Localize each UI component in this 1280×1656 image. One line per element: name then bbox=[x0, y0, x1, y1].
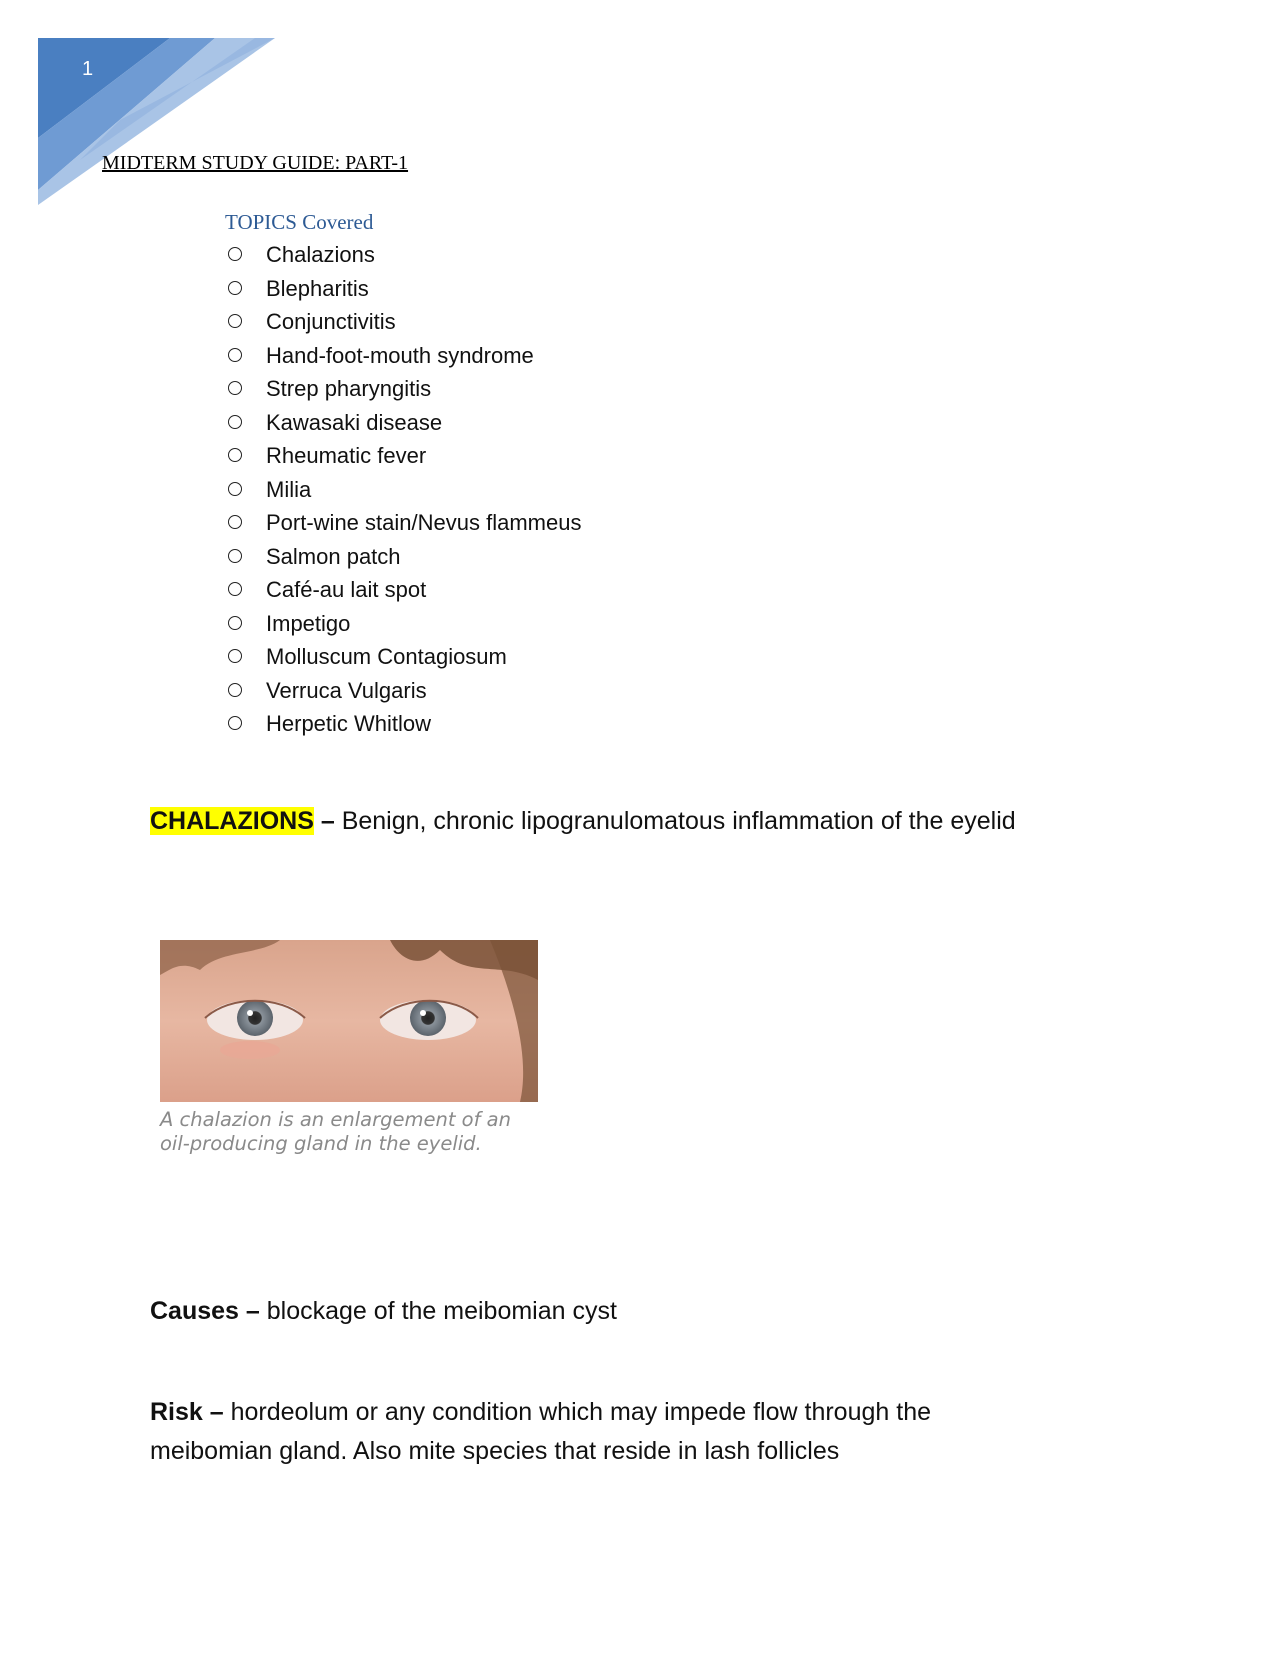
topics-heading: TOPICS Covered bbox=[225, 210, 374, 234]
topic-label: Café-au lait spot bbox=[266, 577, 427, 602]
bullet-icon bbox=[228, 649, 242, 663]
list-item bbox=[220, 540, 581, 574]
eyes-illustration bbox=[160, 940, 538, 1102]
bullet-icon bbox=[228, 448, 242, 462]
topic-label: Milia bbox=[266, 476, 312, 502]
list-item bbox=[220, 406, 581, 440]
risk-paragraph bbox=[150, 1393, 1010, 1471]
list-item bbox=[220, 506, 581, 540]
bullet-icon bbox=[228, 247, 242, 261]
list-item bbox=[220, 607, 581, 641]
chalazion-figure bbox=[150, 930, 550, 1190]
list-item bbox=[220, 707, 581, 741]
topic-label: Blepharitis bbox=[266, 275, 369, 301]
topic-label: Kawasaki disease bbox=[266, 409, 443, 435]
list-item bbox=[220, 573, 581, 607]
corner-graphic bbox=[0, 0, 300, 210]
causes-label: Causes bbox=[150, 1297, 239, 1325]
bullet-icon bbox=[228, 281, 242, 295]
bullet-icon bbox=[228, 549, 242, 563]
list-item bbox=[220, 473, 581, 507]
chalazion-photo bbox=[160, 940, 538, 1102]
topic-label: Hand-foot-mouth syndrome bbox=[266, 342, 534, 368]
bullet-icon bbox=[228, 683, 242, 697]
topic-label: Herpetic Whitlow bbox=[266, 711, 432, 736]
causes-dash: – bbox=[238, 1297, 267, 1325]
chalazions-definition bbox=[150, 802, 1150, 841]
document-title: MIDTERM STUDY GUIDE: PART-1 bbox=[102, 152, 409, 174]
page-number: 1 bbox=[82, 58, 94, 80]
chalazions-text: Benign, chronic lipogranulomatous inflammation of the eyelid bbox=[341, 807, 1016, 835]
bullet-icon bbox=[228, 582, 242, 596]
list-item bbox=[220, 305, 581, 339]
topic-label: Salmon patch bbox=[266, 543, 401, 569]
bullet-icon bbox=[228, 616, 242, 630]
topic-label: Port-wine stain/Nevus flammeus bbox=[266, 510, 582, 535]
figure-caption: A chalazion is an enlargement of an oil-producing gland in the eyelid. bbox=[160, 1108, 511, 1155]
topic-label: Impetigo bbox=[266, 610, 351, 636]
topic-label: Chalazions bbox=[266, 242, 375, 267]
topics-list bbox=[220, 238, 581, 741]
risk-dash: – bbox=[202, 1398, 231, 1426]
bullet-icon bbox=[228, 515, 242, 529]
topic-label: Rheumatic fever bbox=[266, 443, 427, 468]
list-item bbox=[220, 640, 581, 674]
bullet-icon bbox=[228, 314, 242, 328]
bullet-icon bbox=[228, 716, 242, 730]
list-item bbox=[220, 439, 581, 473]
bullet-icon bbox=[228, 482, 242, 496]
chalazions-term: CHALAZIONS bbox=[150, 807, 314, 835]
risk-text: hordeolum or any condition which may impede flow through the meibomian gland. Also mite species that reside in lash follicles bbox=[150, 1398, 931, 1465]
list-item bbox=[220, 272, 581, 306]
chalazions-dash: – bbox=[313, 807, 342, 835]
list-item bbox=[220, 339, 581, 373]
risk-label: Risk bbox=[150, 1398, 203, 1426]
list-item bbox=[220, 372, 581, 406]
bullet-icon bbox=[228, 348, 242, 362]
bullet-icon bbox=[228, 381, 242, 395]
topic-label: Conjunctivitis bbox=[266, 309, 396, 334]
list-item bbox=[220, 674, 581, 708]
causes-text: blockage of the meibomian cyst bbox=[266, 1297, 617, 1325]
topic-label: Molluscum Contagiosum bbox=[266, 644, 507, 669]
topic-label: Strep pharyngitis bbox=[266, 376, 432, 401]
list-item bbox=[220, 238, 581, 272]
bullet-icon bbox=[228, 415, 242, 429]
causes-paragraph bbox=[150, 1292, 1150, 1331]
topic-label: Verruca Vulgaris bbox=[266, 677, 427, 703]
